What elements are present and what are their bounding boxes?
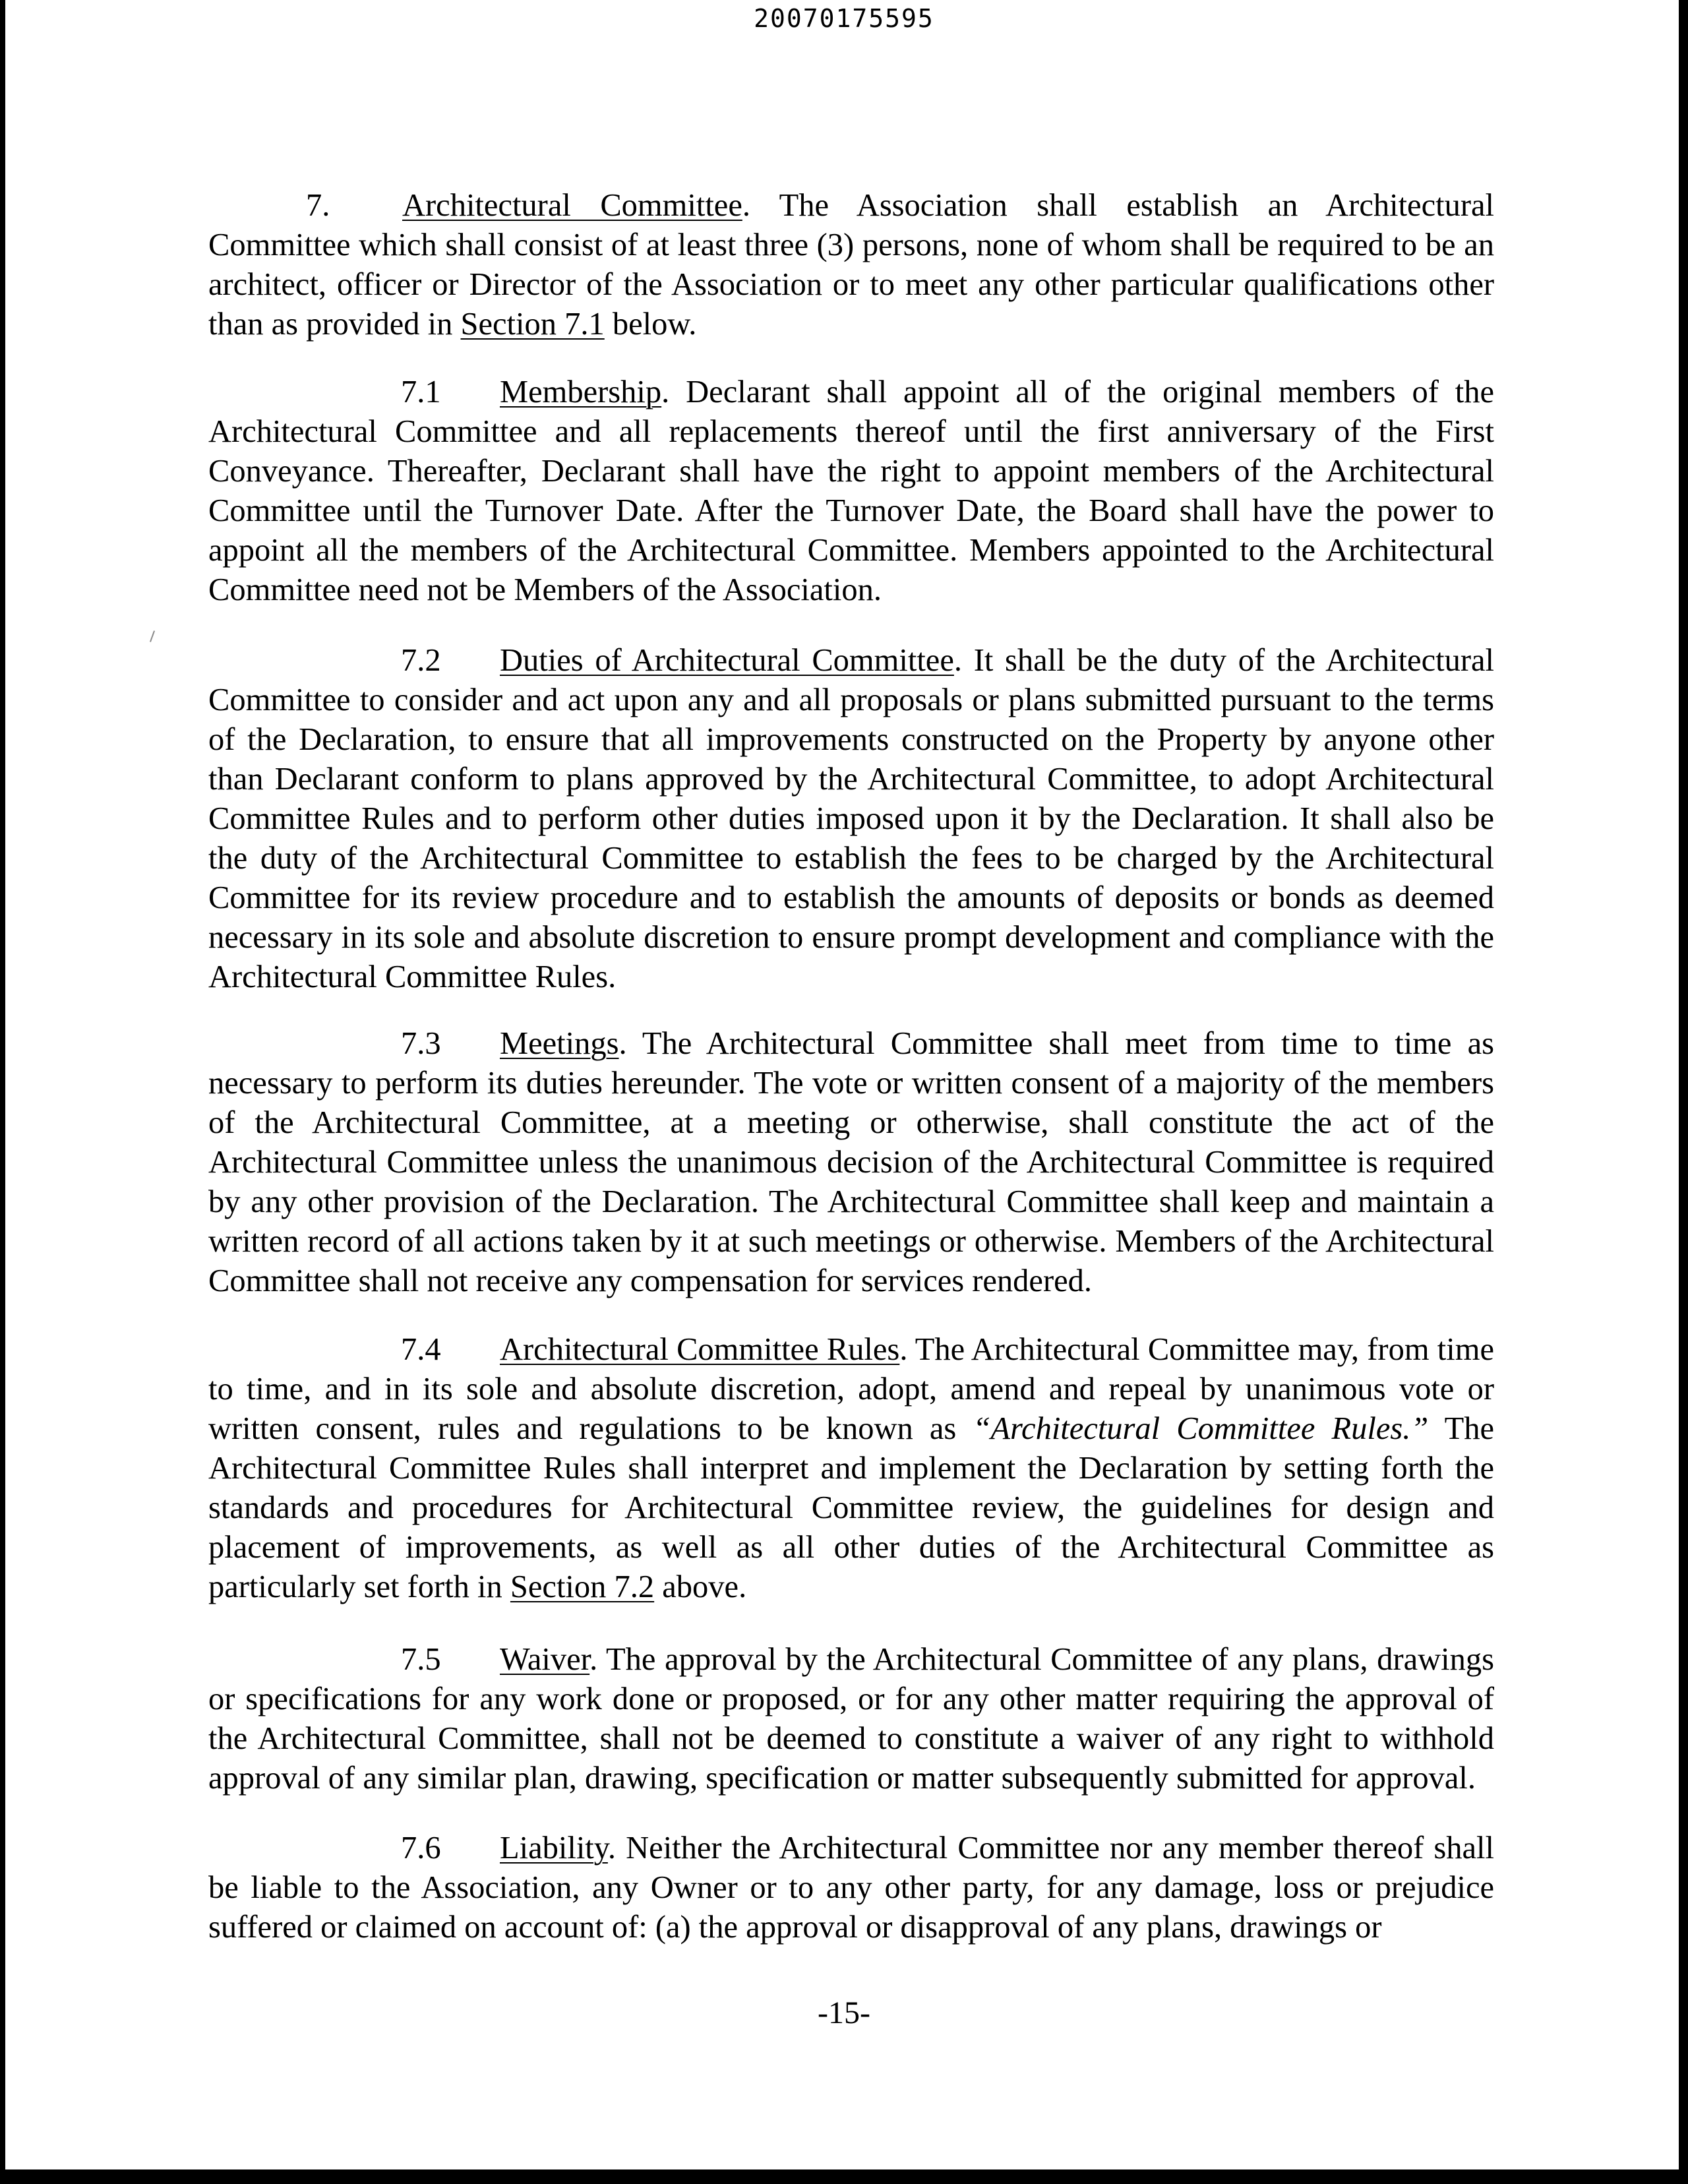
section-number: 7.2: [401, 643, 441, 678]
section-7-1: [208, 373, 1494, 610]
section-title: Membership: [500, 375, 662, 410]
section-number: 7.5: [401, 1642, 441, 1677]
section-body-end: below.: [604, 307, 697, 342]
section-7-3: [208, 1024, 1494, 1301]
defined-term: “Architectural Committee Rules.”: [973, 1411, 1429, 1446]
section-body-continued: The Architectural Committee Rules shall interpret and implement the Declaration by setting forth the standards and procedures for Architectural Committee review, the guidelines for design and placement of improvements, as well as all other duties of the Architectural Committee as particularly set forth in: [208, 1411, 1494, 1604]
section-number: 7.4: [401, 1332, 441, 1367]
page-number: -15-: [818, 1995, 870, 2030]
section-title: Duties of Architectural Committee: [500, 643, 954, 678]
section-7-2: [208, 641, 1494, 997]
scan-bottom-border: [0, 2169, 1688, 2184]
section-7: [208, 186, 1494, 344]
section-title: Architectural Committee: [402, 188, 742, 223]
section-number: 7.: [306, 188, 330, 223]
section-number: 7.1: [401, 375, 441, 410]
section-title: Waiver: [500, 1642, 590, 1677]
scan-mark: [150, 630, 155, 642]
section-body-end: above.: [654, 1569, 747, 1604]
section-7-6: [208, 1829, 1494, 1947]
section-body: . The approval by the Architectural Committee of any plans, drawings or specifications for any work done or proposed, or for any other matter requiring the approval of the Architectural Committee, shall not be deemed to constitute a waiver of any right to withhold approval of any similar plan, drawing, specification or matter subsequently submitted for approval.: [208, 1642, 1494, 1796]
section-number: 7.6: [401, 1831, 441, 1866]
section-reference-link: Section 7.2: [510, 1569, 655, 1604]
section-body: . Neither the Architectural Committee nor any member thereof shall be liable to the Association, any Owner or to any other party, for any damage, loss or prejudice suffered or claimed on account of: (a) the approval or disapproval of any plans, drawings or: [208, 1831, 1494, 1945]
section-body: . Declarant shall appoint all of the original members of the Architectural Committee and all replacements thereof until the first anniversary of the First Conveyance. Thereafter, Declarant shall have the right to appoint members of the Architectural Committee until the Turnover Date. After the Turnover Date, the Board shall have the power to appoint all the members of the Architectural Committee. Members appointed to the Architectural Committee need not be Members of the Association.: [208, 375, 1494, 607]
document-number: 20070175595: [754, 4, 934, 33]
section-number: 7.3: [401, 1026, 441, 1061]
section-body: . The Architectural Committee may, from time to time, and in its sole and absolute discretion, adopt, amend and repeal by unanimous vote or written consent, rules and regulations to be known as: [208, 1332, 1494, 1446]
scan-right-border: [1679, 0, 1688, 2184]
section-title: Architectural Committee Rules: [500, 1332, 900, 1367]
section-body: . The Architectural Committee shall meet from time to time as necessary to perform its duties hereunder. The vote or written consent of a majority of the members of the Architectural Committee, at a meeting or otherwise, shall constitute the act of the Architectural Committee unless the unanimous decision of the Architectural Committee is required by any other provision of the Declaration. The Architectural Committee shall keep and maintain a written record of all actions taken by it at such meetings or otherwise. Members of the Architectural Committee shall not receive any compensation for services rendered.: [208, 1026, 1494, 1298]
section-body: . The Association shall establish an Architectural Committee which shall consist of at least three (3) persons, none of whom shall be required to be an architect, officer or Director of the Association or to meet any other particular qualifications other than as provided in: [208, 188, 1494, 342]
section-body: . It shall be the duty of the Architectural Committee to consider and act upon any and all proposals or plans submitted pursuant to the terms of the Declaration, to ensure that all improvements constructed on the Property by anyone other than Declarant conform to plans approved by the Architectural Committee, to adopt Architectural Committee Rules and to perform other duties imposed upon it by the Declaration. It shall also be the duty of the Architectural Committee to establish the fees to be charged by the Architectural Committee for its review procedure and to establish the amounts of deposits or bonds as deemed necessary in its sole and absolute discretion to ensure prompt development and compliance with the Architectural Committee Rules.: [208, 643, 1494, 994]
scan-left-border: [0, 0, 5, 2184]
section-title: Liability: [500, 1831, 608, 1866]
section-7-4: [208, 1330, 1494, 1607]
section-title: Meetings: [500, 1026, 619, 1061]
section-7-5: [208, 1640, 1494, 1798]
section-reference-link: Section 7.1: [460, 307, 605, 342]
